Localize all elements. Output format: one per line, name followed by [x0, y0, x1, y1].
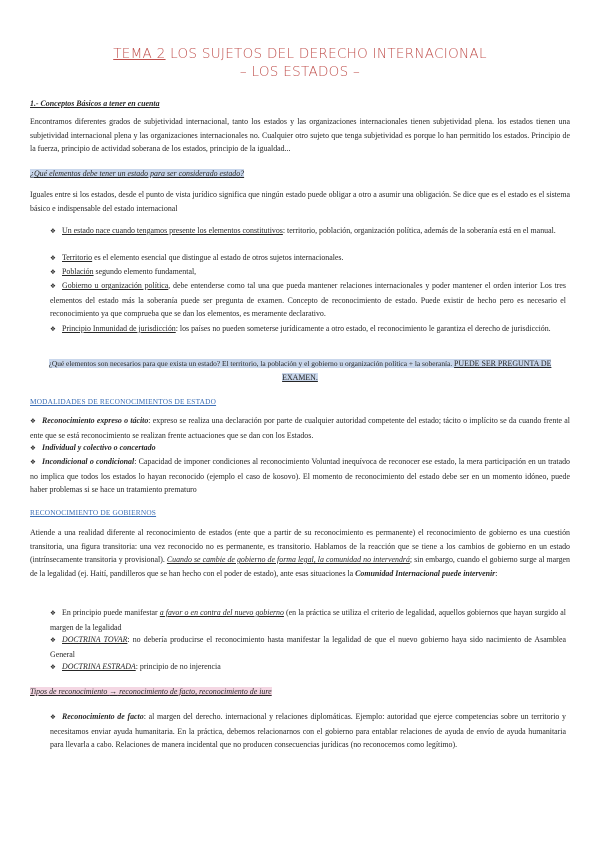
- list-item: [50, 710, 566, 752]
- diamond-bullet-icon: ❖: [30, 417, 36, 425]
- term: Principio Inmunidad de jurisdicción: [62, 324, 176, 333]
- term: DOCTRINA ESTRADA: [62, 662, 136, 671]
- diamond-bullet-icon: ❖: [50, 325, 56, 333]
- term: Individual y colectivo o concertado: [42, 443, 156, 452]
- term-text: , debe entenderse como tal una que pueda mantener relaciones internacionales y poder mantener el orden interior Los tres elementos del estado más la soberanía puede ser pregunta de examen. Concepto de reconocimiento de estado. Puede existir de hecho pero es necesario el reconocimiento ya que comprueba que se dan los elementos, es meramente declarativo.: [50, 281, 566, 318]
- paragraph-subjetividad: Encontramos diferentes grados de subjetividad internacional, tanto los estados y las organizaciones internacionales tienen subjetividad plena. los estados tienen una subjetividad internacional plena y las organizaciones internacionales no. Cualquier otro sujeto que tenga subjetividad es porque lo han permitido los estados. Principio de la fuerza, principio de actividad soberana de los estados, principio de la igualdad...: [30, 117, 570, 153]
- term: Población: [62, 267, 94, 276]
- diamond-bullet-icon: ❖: [30, 444, 36, 452]
- term: DOCTRINA TOVAR: [62, 635, 128, 644]
- term: Gobierno u organización política: [62, 281, 169, 290]
- diamond-bullet-icon: ❖: [50, 227, 56, 235]
- tipos-heading-text: reconocimiento de facto, reconocimiento de iure: [117, 687, 272, 696]
- arrow-right-icon: →: [109, 687, 118, 696]
- list-item: [50, 265, 566, 280]
- term: a favor o en contra del nuevo gobierno: [159, 608, 284, 617]
- term-text: : expreso se realiza una declaración por parte de cualquier autoridad competente del estado; tácito o implícito se da cuando frente al ente que se está reconocimiento se realizan frente actuaciones que se dan con los Estados.: [30, 416, 570, 440]
- subtitle: – LOS ESTADOS –: [239, 64, 361, 80]
- list-item: [30, 414, 570, 442]
- term-text: segundo elemento fundamental,: [93, 267, 197, 276]
- term-text: : los países no pueden someterse jurídicamente a otro estado, el reconocimiento le garantiza el derecho de jurisdicción.: [175, 324, 551, 333]
- term: Un estado nace cuando tengamos presente los elementos constitutivos: [62, 226, 283, 235]
- term: Reconocimiento expreso o tácito: [42, 416, 149, 425]
- title-topic-number: TEMA 2: [113, 46, 166, 62]
- gobiernos-link[interactable]: RECONOCIMIENTO DE GOBIERNOS: [30, 508, 157, 517]
- diamond-bullet-icon: ❖: [50, 254, 56, 262]
- question-text: ¿Qué elementos debe tener un estado para ser considerado estado?: [30, 169, 245, 178]
- paragraph-iguales: Iguales entre si los estados, desde el punto de vista jurídico significa que ningún estado puede obligar a otro a asumir una obligación. Se dice que es el estado es el sistema básico e indispensable del estado internacional: [30, 190, 570, 213]
- title-text: LOS SUJETOS DEL DERECHO INTERNACIONAL: [165, 46, 487, 62]
- paragraph-text: Atiende a una realidad diferente al reconocimiento de estados (ente que a partir de su reconocimiento es permanente) el reconocimiento de gobierno es una cuestión transitoria, una figura transitoria: una vez reconocido no es permanente, es transitorio. Hablamos de la reacción que se tiene a los cambios de gobierno en un estado (intrínsecamente transitoria y provisional).: [30, 528, 570, 564]
- term: Territorio: [62, 253, 93, 262]
- list-item: [30, 455, 570, 497]
- section-heading-gobiernos: [30, 506, 570, 520]
- term-text: : territorio, población, organización política, además de la soberanía está en el manual.: [282, 226, 556, 235]
- term-text: : principio de no injerencia: [135, 662, 221, 671]
- paragraph-text: :: [495, 568, 498, 578]
- list-item: [30, 441, 570, 456]
- modalidades-link[interactable]: MODALIDADES DE RECONOCIMIENTOS DE ESTADO: [30, 397, 217, 406]
- diamond-bullet-icon: ❖: [50, 268, 56, 276]
- exam-note-text: ¿Qué elementos son necesarios para que exista un estado? El territorio, la población y el gobierno u organización política + la soberanía.: [48, 359, 455, 368]
- term-text: (en la práctica se utiliza el criterio de legalidad, aquellos gobiernos que hayan surgido al margen de la legalidad: [50, 608, 566, 632]
- list-item: [50, 633, 566, 661]
- diamond-bullet-icon: ❖: [50, 713, 56, 721]
- list-item: [50, 279, 566, 321]
- term-text: En principio puede manifestar: [62, 608, 160, 617]
- list-item: [50, 322, 566, 337]
- section-heading-modalidades: [30, 395, 570, 409]
- section-heading-conceptos: 1.- Conceptos Básicos a tener en cuenta: [30, 99, 160, 108]
- term: Reconocimiento de facto: [62, 712, 144, 721]
- exam-note-emphasis: PUEDE SER PREGUNTA DE EXAMEN.: [282, 359, 552, 382]
- tipos-heading-text: Tipos de reconocimiento: [30, 687, 110, 696]
- term-text: es el elemento esencial que distingue al estado de otros sujetos internacionales.: [92, 253, 344, 262]
- diamond-bullet-icon: ❖: [50, 636, 56, 644]
- tipos-heading: [30, 687, 272, 696]
- exam-note: [30, 357, 570, 384]
- term-text: : Capacidad de imponer condiciones al reconocimiento Voluntad inequívoca de reconocer ese estado, la mera participación en un tratado no implica que todos los estados lo hayan reconocido (ejemplo el caso de kosovo). El momento de reconocimiento del estado debe ser en un momento idóneo, puede haber problemas si se hace un tratamiento prematuro: [30, 457, 570, 494]
- title-line: [30, 45, 570, 63]
- paragraph-text: ; sin embargo, cuando el gobierno surge al margen de la legalidad (ej. Haití, pandilleros que se han hecho con el poder de estado), ante esas situaciones la: [30, 555, 571, 578]
- diamond-bullet-icon: ❖: [50, 663, 56, 671]
- paragraph-emphasis: Comunidad Internacional puede intervenir: [355, 568, 496, 578]
- diamond-bullet-icon: ❖: [50, 282, 56, 290]
- paragraph-emphasis: Cuando se cambie de gobierno de forma legal, la comunidad no intervendrá: [166, 555, 410, 564]
- term-text: : no debería producirse el reconocimiento hasta manifestar la legalidad de que el nuevo gobierno haya sido nacimiento de Asamblea General: [50, 635, 566, 659]
- term-text: : al margen del derecho. internacional y relaciones diplomáticas. Ejemplo: autoridad que ejerce competencias sobre un territorio y necesitamos enviar ayuda humanitaria. En la práctica, debemos relacionarnos con el gobierno para entablar relaciones de ayuda de envío de ayuda humanitaria para llevarla a cabo. Relaciones de manera incidental que no producen consecuencias jurídicas (no reconocemos como legítimo).: [50, 712, 566, 749]
- question-elementos: [30, 167, 570, 181]
- term: Incondicional o condicional: [42, 457, 135, 466]
- diamond-bullet-icon: ❖: [30, 458, 36, 466]
- section-heading-tipos: [30, 685, 570, 699]
- list-item: [50, 660, 566, 675]
- paragraph-gobiernos: [30, 526, 570, 580]
- diamond-bullet-icon: ❖: [50, 609, 56, 617]
- list-item: [50, 224, 566, 239]
- list-item: [50, 251, 566, 266]
- list-item: [50, 606, 566, 634]
